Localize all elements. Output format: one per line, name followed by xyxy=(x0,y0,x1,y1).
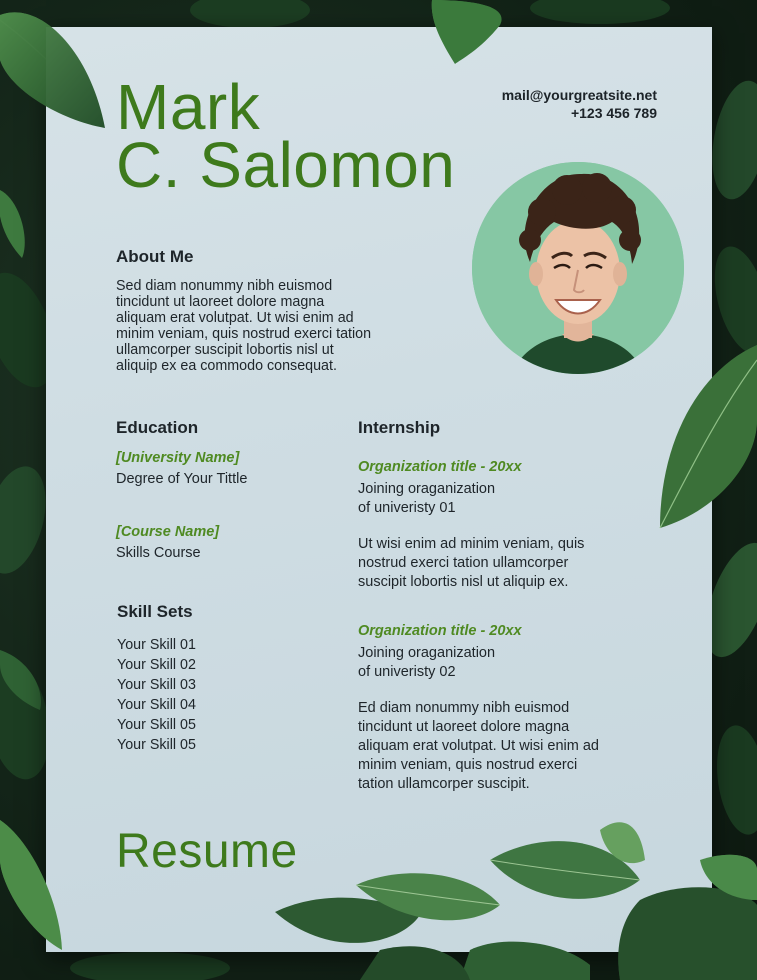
resume-title: Resume xyxy=(116,825,298,878)
education-detail-2: Skills Course xyxy=(116,545,201,561)
internship-desc-line: aliquam erat volutpat. Ut wisi enim ad xyxy=(358,738,599,754)
internship-desc-line: Ed diam nonummy nibh euismod xyxy=(358,700,570,716)
education-detail-1: Degree of Your Tittle xyxy=(116,471,248,487)
about-line: aliquam erat volutpat. Ut wisi enim ad xyxy=(116,310,354,326)
skill-item: Your Skill 02 xyxy=(117,657,196,673)
internship-sub-line: Joining oraganization xyxy=(358,481,496,497)
internship-sub-2 xyxy=(358,644,495,682)
about-line: Sed diam nonummy nibh euismod xyxy=(116,278,333,294)
skills-list xyxy=(117,635,196,755)
internship-sub-line: of univeristy 02 xyxy=(358,664,456,680)
internship-desc-line: nostrud exerci tation ullamcorper xyxy=(358,555,569,571)
skill-item: Your Skill 04 xyxy=(117,697,196,713)
about-line: tincidunt ut laoreet dolore magna xyxy=(116,294,325,310)
internship-desc-line: suscipit lobortis nisl ut aliquip ex. xyxy=(358,574,569,590)
internship-sub-line: Joining oraganization xyxy=(358,645,496,661)
internship-desc-line: Ut wisi enim ad minim veniam, quis xyxy=(358,536,585,552)
internship-title-2: Organization title - 20xx xyxy=(358,623,522,639)
profile-photo xyxy=(472,162,684,374)
about-line: minim veniam, quis nostrud exerci tation xyxy=(116,326,372,342)
about-line: ullamcorper suscipit lobortis nisl ut xyxy=(116,342,334,358)
skill-item: Your Skill 01 xyxy=(117,637,196,653)
phone-text: +123 456 789 xyxy=(570,105,657,121)
internship-desc-line: tincidunt ut laoreet dolore magna xyxy=(358,719,570,735)
full-name xyxy=(116,71,456,201)
internship-desc-1 xyxy=(358,535,658,592)
internship-desc-line: minim veniam, quis nostrud exerci xyxy=(358,757,578,773)
internship-title-1: Organization title - 20xx xyxy=(358,459,522,475)
skill-item: Your Skill 05 xyxy=(117,717,196,733)
internship-desc-line: tation ullamcorper suscipit. xyxy=(358,776,530,792)
first-name: Mark xyxy=(116,71,261,143)
email-text: mail@yourgreatsite.net xyxy=(501,87,657,103)
about-heading: About Me xyxy=(116,247,194,266)
education-title-1: [University Name] xyxy=(116,450,240,466)
about-line: aliquip ex ea commodo consequat. xyxy=(116,358,337,374)
skill-item: Your Skill 05 xyxy=(117,737,196,753)
internship-sub-line: of univeristy 01 xyxy=(358,500,456,516)
education-heading: Education xyxy=(116,418,199,437)
skill-item: Your Skill 03 xyxy=(117,677,196,693)
last-name: C. Salomon xyxy=(116,129,456,201)
internship-desc-2 xyxy=(358,699,658,794)
contact-block xyxy=(502,86,657,122)
portrait-illustration xyxy=(472,162,684,374)
skills-heading: Skill Sets xyxy=(117,602,193,621)
internship-heading: Internship xyxy=(358,418,441,437)
about-text xyxy=(116,278,436,374)
internship-sub-1 xyxy=(358,480,495,518)
education-title-2: [Course Name] xyxy=(116,524,220,540)
